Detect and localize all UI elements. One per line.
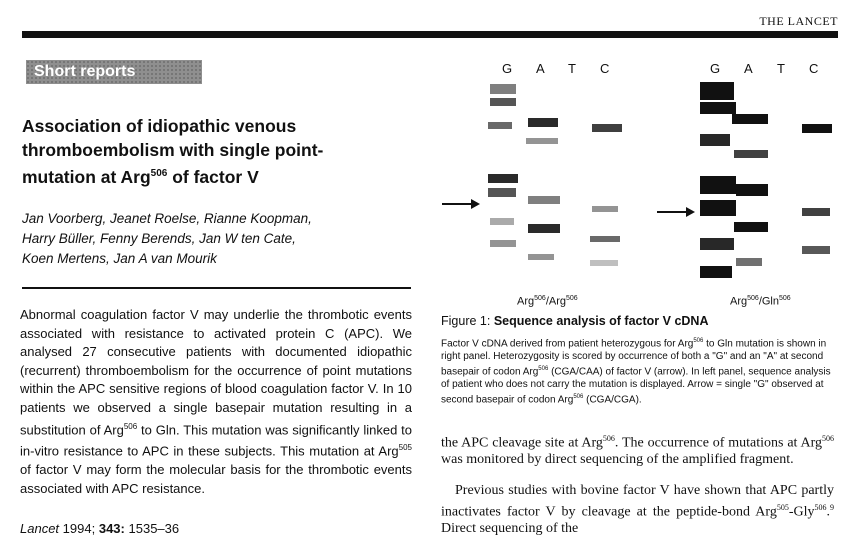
lane-label-c: C <box>600 61 610 76</box>
figure-title-text: Sequence analysis of factor V cDNA <box>493 314 709 328</box>
fig-caption-sup: 506 <box>538 366 549 373</box>
body-text: -Gly <box>788 504 815 520</box>
abstract-sup: 506 <box>123 421 138 431</box>
left-panel-caption <box>517 295 578 308</box>
fig-caption-text: Factor V cDNA derived from patient heterozygous for Arg <box>441 338 694 350</box>
citation-journal: Lancet <box>20 521 60 536</box>
author-line: Harry Büller, Fenny Berends, Jan W ten Cate, <box>22 231 296 246</box>
caption-text: /Arg <box>545 295 566 308</box>
lane-label-t: T <box>568 61 576 76</box>
mutation-arrow-right <box>657 211 687 213</box>
caption-sup: 506 <box>534 295 546 302</box>
caption-text: Arg <box>730 295 748 308</box>
body-text: . The occurrence of mutations at Arg <box>614 435 822 451</box>
body-text: Direct sequencing of the <box>441 520 579 536</box>
fig-caption-sup: 506 <box>573 394 584 401</box>
header-rule <box>22 31 838 38</box>
right-panel-caption <box>730 295 791 308</box>
body-sup: 9 <box>830 502 834 512</box>
lane-label-a: A <box>536 61 545 76</box>
fig-caption-text: (CGA/CGA). <box>583 394 642 406</box>
body-text: was monitored by direct sequencing of the amplified fragment. <box>441 452 794 468</box>
sequencing-gel-right <box>692 78 842 288</box>
citation-pages: 1535–36 <box>128 521 180 536</box>
author-line: Jan Voorberg, Jeanet Roelse, Rianne Koopman, <box>22 211 312 226</box>
caption-sup: 506 <box>747 295 759 302</box>
abstract-sup: 505 <box>398 443 412 453</box>
title-line-1: Association of idiopathic venous <box>22 116 297 136</box>
sequencing-gel-left <box>480 78 630 288</box>
abstract-rule <box>22 287 411 289</box>
lane-label-a: A <box>744 61 753 76</box>
figure-title <box>441 314 708 328</box>
caption-text: Arg <box>517 295 535 308</box>
caption-sup: 506 <box>566 295 578 302</box>
fig-caption-text: to Gln mutation is shown in right panel. Heterozygosity is scored by occurrence of both a "G" and an "A" at second basepair of codon Arg <box>441 338 827 378</box>
fig-caption-text: (CGA/CAA) of factor V (arrow). In left panel, sequence analysis of patient who does not carry the mutation is displayed. Arrow = single "G" observed at second basepair of codon Arg <box>441 366 831 406</box>
title-line-3-post: of factor V <box>167 166 259 187</box>
mutation-arrow-left <box>442 203 472 205</box>
caption-text: /Gln <box>758 295 779 308</box>
abstract-text: Abnormal coagulation factor V may underlie the thrombotic events associated with resistance to activated protein C (APC). We analysed 27 consecutive patients with documented idiopathic (recurrent) thromboembolism for the occurrence of point mutations within the APC sensitive regions of blood coagulation factor V. In 10 patients we observed a single basepair mutation resulting in a substitution of Arg <box>20 307 412 437</box>
body-paragraph-1 <box>441 431 834 469</box>
abstract-text: to Gln. This mutation was significantly linked to in-vitro resistance to APC in these subjects. This mutation at Arg <box>20 421 412 459</box>
body-paragraph-2 <box>441 483 834 537</box>
lane-label-g: G <box>502 61 513 76</box>
body-sup: 506 <box>814 502 827 512</box>
abstract-text: of factor V may form the molecular basis for the thrombotic events associated with APC resistance. <box>20 462 412 496</box>
article-title <box>22 114 402 189</box>
citation-year: 1994; <box>62 521 96 536</box>
citation <box>20 521 179 536</box>
body-text: the APC cleavage site at Arg <box>441 435 603 451</box>
title-line-2: thromboembolism with single point- <box>22 140 324 160</box>
figure-caption <box>441 335 833 407</box>
lane-label-c: C <box>809 61 819 76</box>
body-text: . <box>826 504 830 520</box>
figure-label: Figure 1: <box>441 314 491 328</box>
abstract <box>20 306 412 499</box>
author-line: Koen Mertens, Jan A van Mourik <box>22 251 217 266</box>
lane-label-t: T <box>777 61 785 76</box>
title-line-3-pre: mutation at Arg <box>22 166 151 187</box>
body-sup: 506 <box>602 434 615 443</box>
fig-caption-sup: 506 <box>693 338 704 344</box>
lane-label-g: G <box>710 61 721 76</box>
caption-sup: 506 <box>779 295 791 302</box>
section-label: Short reports <box>26 60 202 84</box>
citation-volume: 343: <box>98 521 125 536</box>
title-superscript: 506 <box>150 168 168 179</box>
author-list <box>22 209 412 269</box>
body-sup: 506 <box>822 434 834 443</box>
journal-name: THE LANCET <box>759 14 838 28</box>
body-text: Previous studies with bovine factor V have shown that APC partly inactivates factor V by cleavage at the peptide-bond Arg <box>441 483 834 520</box>
body-sup: 505 <box>776 502 789 512</box>
